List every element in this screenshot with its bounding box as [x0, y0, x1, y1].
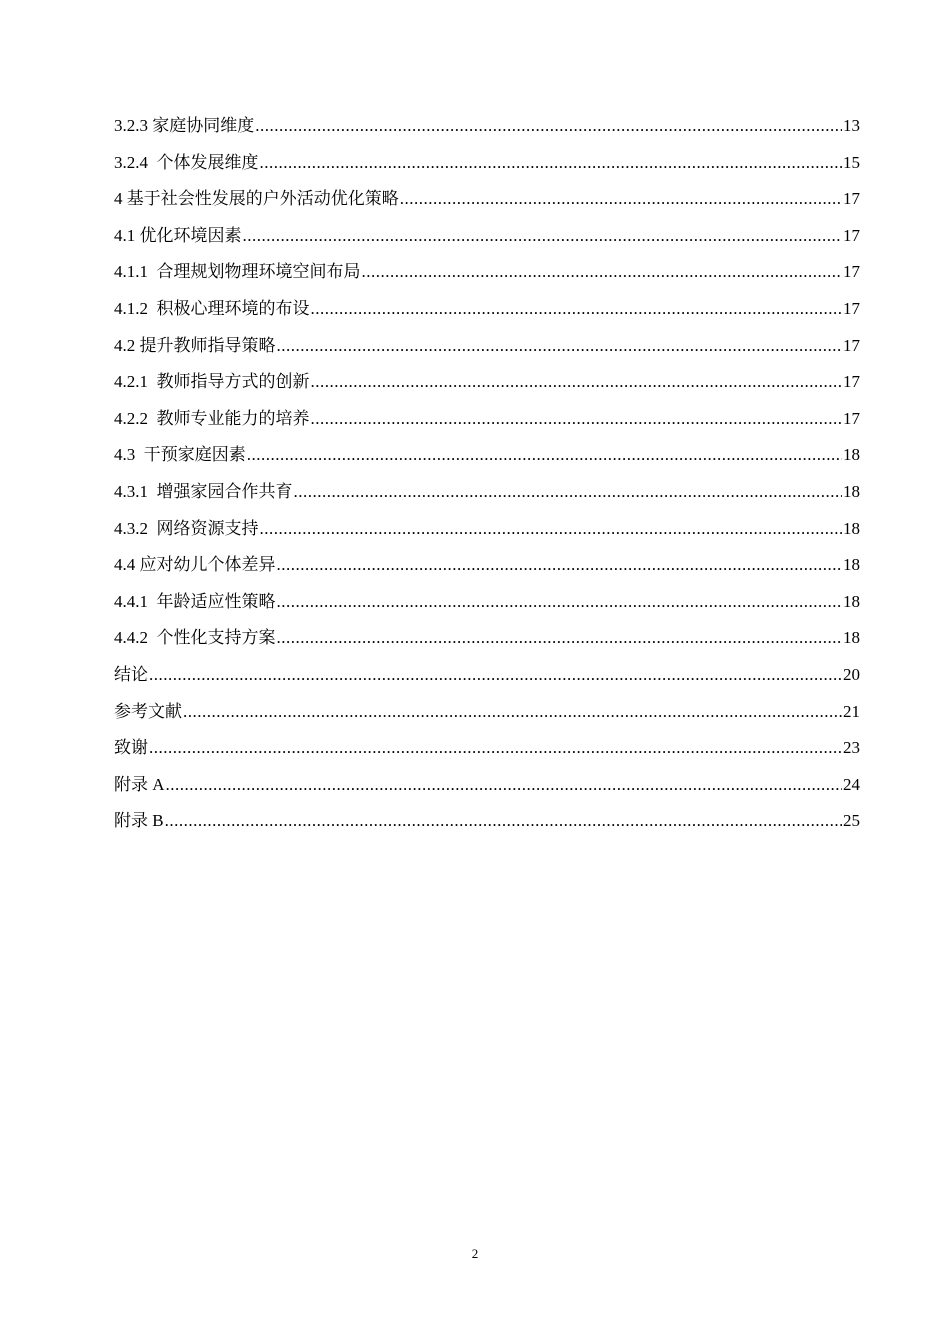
toc-entry-page: 17 [843, 225, 860, 245]
toc-dot-leader [277, 553, 843, 577]
toc-dot-leader [255, 114, 842, 138]
page-number: 2 [471, 1246, 479, 1261]
toc-entry[interactable] [114, 443, 860, 480]
toc-dot-leader [311, 407, 843, 431]
toc-dot-leader [183, 700, 842, 724]
toc-entry-page: 13 [843, 116, 860, 135]
toc-entry-title: 4.4.1 年龄适应性策略 [114, 591, 276, 611]
toc-entry-page: 17 [843, 408, 860, 428]
toc-dot-leader [277, 626, 843, 650]
toc-entry-title: 附录 B [114, 811, 164, 831]
toc-dot-leader [247, 443, 842, 467]
toc-entry-title: 3.2.3 家庭协同维度 [114, 116, 255, 135]
toc-dot-leader [243, 224, 843, 248]
toc-entry-title: 4 基于社会性发展的户外活动优化策略 [114, 189, 399, 209]
toc-dot-leader [277, 590, 843, 614]
toc-entry-page: 18 [843, 445, 860, 465]
toc-entry-page: 18 [843, 591, 860, 611]
toc-entry[interactable] [114, 370, 860, 407]
toc-dot-leader [311, 297, 843, 321]
toc-entry[interactable] [114, 151, 860, 188]
toc-entry-title: 附录 A [114, 774, 165, 794]
toc-entry-title: 4.1 优化环境因素 [114, 225, 242, 245]
toc-entry-page: 21 [843, 701, 860, 721]
toc-entry-title: 4.2.2 教师专业能力的培养 [114, 408, 310, 428]
toc-entry-page: 17 [843, 335, 860, 355]
toc-entry-page: 15 [843, 152, 860, 172]
toc-entry-title: 4.1.2 积极心理环境的布设 [114, 298, 310, 318]
toc-entry-title: 4.1.1 合理规划物理环境空间布局 [114, 262, 361, 282]
toc-entry-title: 4.3.2 网络资源支持 [114, 518, 259, 538]
toc-entry-page: 18 [843, 628, 860, 648]
toc-entry[interactable] [114, 480, 860, 517]
toc-entry[interactable] [114, 224, 860, 261]
toc-dot-leader [149, 736, 842, 760]
toc-dot-leader [260, 517, 843, 541]
toc-entry-page: 17 [843, 262, 860, 282]
toc-entry-page: 20 [843, 664, 860, 684]
toc-entry[interactable] [114, 334, 860, 371]
toc-entry-page: 18 [843, 481, 860, 501]
toc-entry[interactable] [114, 663, 860, 700]
toc-entry-page: 23 [843, 738, 860, 758]
toc-entry-title: 3.2.4 个体发展维度 [114, 152, 259, 172]
toc-entry-page: 17 [843, 298, 860, 318]
toc-entry[interactable] [114, 590, 860, 627]
toc-entry-title: 4.2.1 教师指导方式的创新 [114, 372, 310, 392]
toc-entry-title: 4.3 干预家庭因素 [114, 445, 246, 465]
toc-entry-page: 25 [843, 811, 860, 831]
table-of-contents [114, 114, 860, 846]
toc-entry-title: 结论 [114, 664, 148, 684]
toc-entry-title: 4.4.2 个性化支持方案 [114, 628, 276, 648]
toc-dot-leader [260, 151, 843, 175]
toc-entry[interactable] [114, 626, 860, 663]
toc-entry-page: 17 [843, 189, 860, 209]
toc-entry[interactable] [114, 407, 860, 444]
toc-entry[interactable] [114, 736, 860, 773]
toc-entry[interactable] [114, 553, 860, 590]
toc-entry-title: 4.2 提升教师指导策略 [114, 335, 276, 355]
toc-entry-title: 参考文献 [114, 701, 182, 721]
toc-entry[interactable] [114, 297, 860, 334]
toc-entry-page: 18 [843, 555, 860, 575]
toc-entry-page: 24 [843, 774, 860, 794]
toc-entry-page: 18 [843, 518, 860, 538]
toc-entry[interactable] [114, 187, 860, 224]
toc-dot-leader [166, 773, 842, 797]
toc-dot-leader [277, 334, 843, 358]
toc-entry[interactable] [114, 809, 860, 846]
toc-entry[interactable] [114, 114, 860, 151]
toc-dot-leader [165, 809, 842, 833]
toc-entry-page: 17 [843, 372, 860, 392]
toc-entry[interactable] [114, 517, 860, 554]
toc-entry[interactable] [114, 260, 860, 297]
toc-entry-title: 4.4 应对幼儿个体差异 [114, 555, 276, 575]
toc-dot-leader [149, 663, 842, 687]
toc-dot-leader [362, 260, 843, 284]
toc-entry-title: 4.3.1 增强家园合作共育 [114, 481, 293, 501]
toc-entry[interactable] [114, 773, 860, 810]
toc-entry-title: 致谢 [114, 738, 148, 758]
toc-dot-leader [400, 187, 842, 211]
toc-dot-leader [311, 370, 843, 394]
toc-entry[interactable] [114, 700, 860, 737]
toc-dot-leader [294, 480, 843, 504]
